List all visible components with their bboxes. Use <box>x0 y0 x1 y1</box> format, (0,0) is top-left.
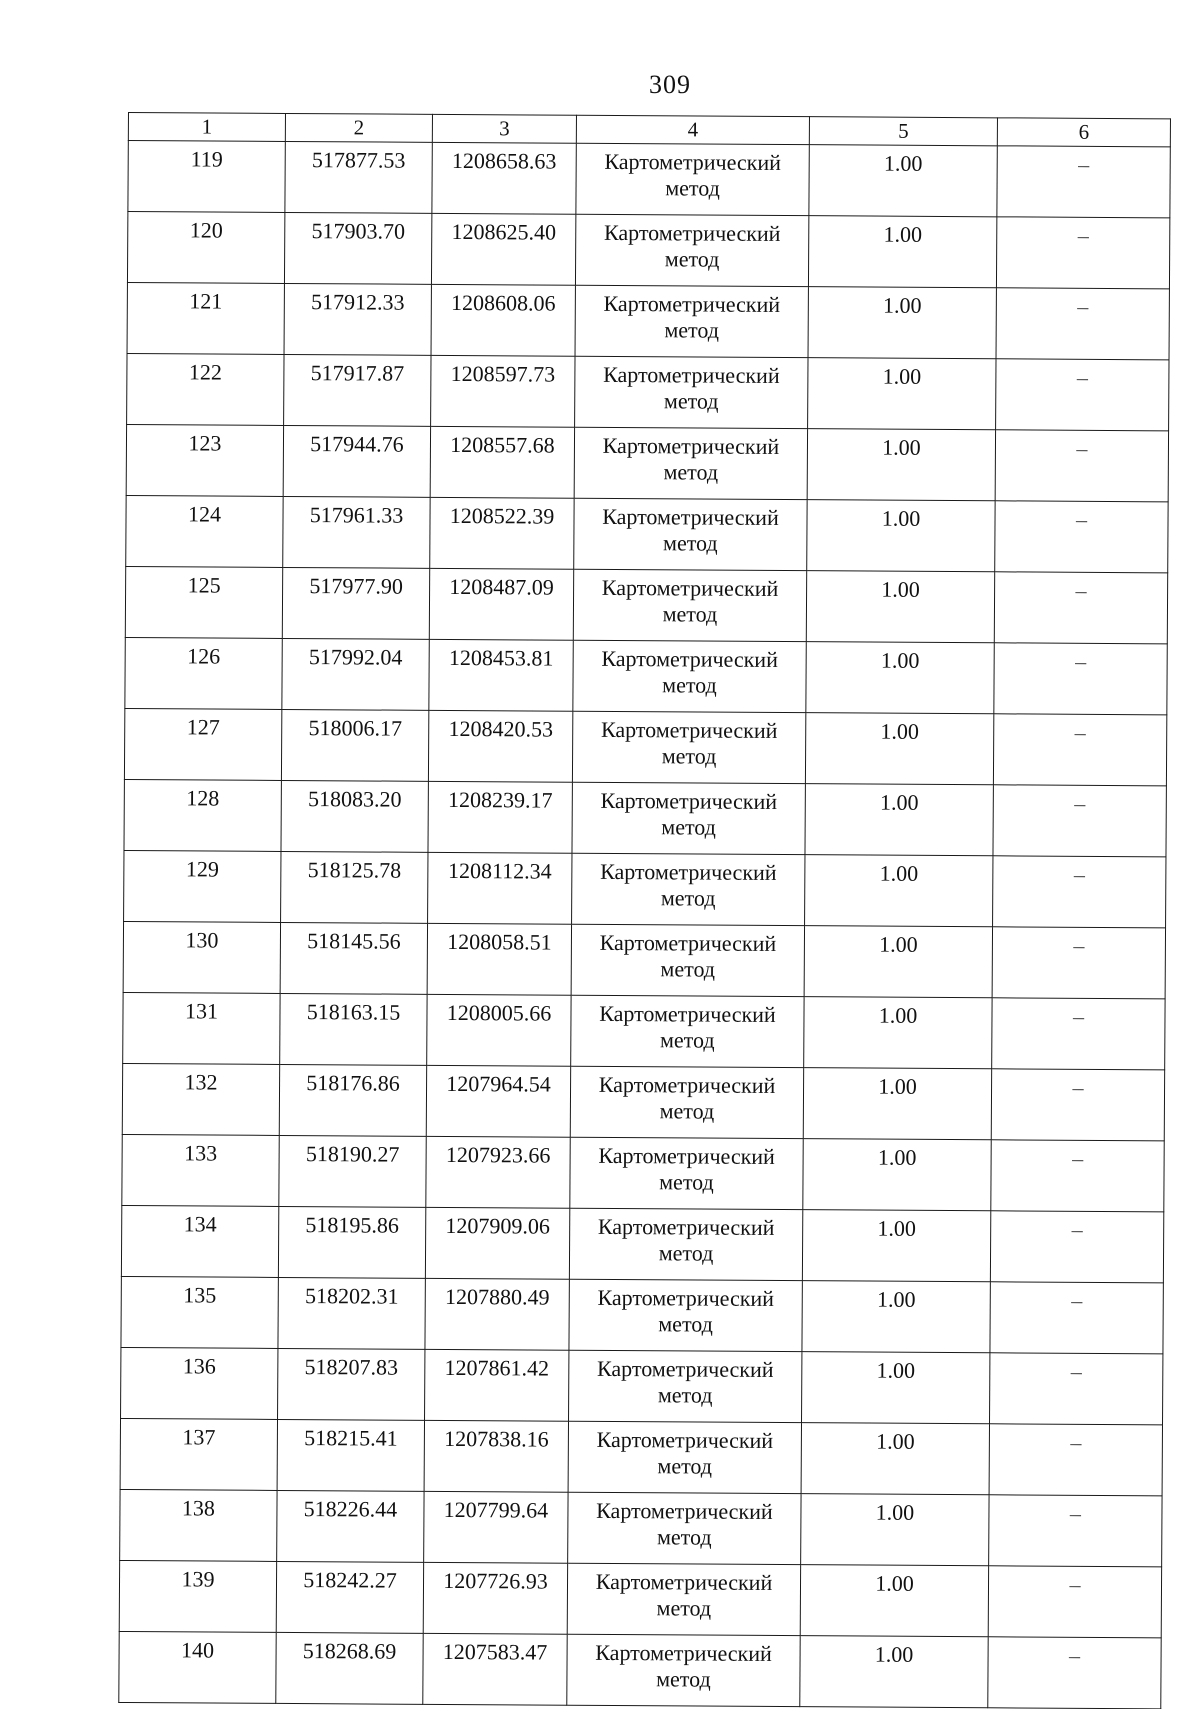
method-line-2: метод <box>663 459 719 485</box>
x-coordinate-cell: 518226.44 <box>277 1490 424 1562</box>
method-line-1: Картометрический <box>595 1568 773 1595</box>
column-header-3: 3 <box>432 114 576 143</box>
method-line-2: метод <box>660 956 716 982</box>
column-header-5: 5 <box>809 117 997 146</box>
note-cell: – <box>995 430 1168 502</box>
note-cell: – <box>996 359 1169 431</box>
point-number-cell: 129 <box>124 850 281 922</box>
method-cell <box>573 640 806 712</box>
method-line-2: метод <box>658 1311 713 1337</box>
method-cell <box>575 285 808 357</box>
y-coordinate-cell: 1208487.09 <box>429 568 573 640</box>
method-cell <box>569 1208 802 1280</box>
x-coordinate-cell: 517977.90 <box>282 567 429 639</box>
precision-cell: 1.00 <box>805 855 993 927</box>
x-coordinate-cell: 518242.27 <box>276 1561 423 1633</box>
table-row <box>121 1205 1163 1282</box>
column-header-1: 1 <box>128 113 285 142</box>
y-coordinate-cell: 1207799.64 <box>424 1491 568 1563</box>
point-number-cell: 126 <box>125 637 282 709</box>
method-line-1: Картометрический <box>599 929 777 956</box>
method-line-1: Картометрический <box>603 219 781 246</box>
precision-cell: 1.00 <box>807 500 995 572</box>
method-line-1: Картометрический <box>598 1071 776 1098</box>
method-line-2: метод <box>661 743 717 769</box>
method-cell <box>568 1421 801 1493</box>
y-coordinate-cell: 1208005.66 <box>427 994 571 1066</box>
y-coordinate-cell: 1208239.17 <box>428 781 572 853</box>
y-coordinate-cell: 1207861.42 <box>425 1349 569 1421</box>
point-number-cell: 139 <box>119 1560 276 1632</box>
method-line-2: метод <box>656 1666 711 1692</box>
x-coordinate-cell: 518215.41 <box>277 1419 424 1491</box>
y-coordinate-cell: 1208522.39 <box>430 497 574 569</box>
note-cell: – <box>990 1211 1163 1283</box>
x-coordinate-cell: 518190.27 <box>279 1135 426 1207</box>
method-cell <box>576 143 809 215</box>
point-number-cell: 137 <box>120 1418 277 1490</box>
method-cell <box>569 1279 802 1351</box>
method-cell <box>572 853 805 925</box>
precision-cell: 1.00 <box>803 1068 991 1140</box>
method-line-2: метод <box>661 814 717 840</box>
method-line-1: Картометрический <box>603 290 781 317</box>
method-cell <box>572 782 805 854</box>
precision-cell: 1.00 <box>802 1352 990 1424</box>
point-number-cell: 128 <box>124 779 281 851</box>
note-cell: – <box>993 714 1166 786</box>
method-line-1: Картометрический <box>597 1213 775 1240</box>
method-line-2: метод <box>656 1595 712 1621</box>
precision-cell: 1.00 <box>808 358 996 430</box>
method-line-2: метод <box>663 530 718 556</box>
method-line-2: метод <box>665 175 720 201</box>
point-number-cell: 140 <box>119 1631 276 1703</box>
table-row <box>127 353 1169 430</box>
method-cell <box>574 498 807 570</box>
x-coordinate-cell: 518145.56 <box>280 922 427 994</box>
point-number-cell: 121 <box>127 282 284 354</box>
method-line-2: метод <box>658 1240 714 1266</box>
y-coordinate-cell: 1208420.53 <box>428 710 572 782</box>
table-row <box>124 779 1166 856</box>
note-cell: – <box>991 1140 1164 1212</box>
y-coordinate-cell: 1208625.40 <box>431 213 575 285</box>
method-line-1: Картометрический <box>602 503 779 530</box>
point-number-cell: 127 <box>124 708 281 780</box>
x-coordinate-cell: 517917.87 <box>284 354 431 426</box>
table-row <box>119 1631 1161 1708</box>
method-line-1: Картометрический <box>595 1639 772 1666</box>
note-cell: – <box>994 572 1167 644</box>
table-row <box>124 708 1166 785</box>
y-coordinate-cell: 1208597.73 <box>431 355 575 427</box>
note-cell: – <box>997 146 1170 218</box>
method-line-2: метод <box>660 885 716 911</box>
x-coordinate-cell: 518207.83 <box>278 1348 425 1420</box>
note-cell: – <box>988 1566 1161 1638</box>
coordinates-table <box>118 112 1171 1709</box>
method-line-1: Картометрический <box>597 1284 775 1311</box>
x-coordinate-cell: 517903.70 <box>284 212 431 284</box>
page-number: 309 <box>649 70 691 99</box>
point-number-cell: 136 <box>121 1347 278 1419</box>
precision-cell: 1.00 <box>802 1281 990 1353</box>
note-cell: – <box>992 927 1165 999</box>
note-cell: – <box>994 643 1167 715</box>
point-number-cell: 134 <box>121 1205 278 1277</box>
y-coordinate-cell: 1207583.47 <box>423 1633 567 1705</box>
x-coordinate-cell: 518083.20 <box>281 780 428 852</box>
table-row <box>127 282 1169 359</box>
y-coordinate-cell: 1207909.06 <box>425 1207 569 1279</box>
method-line-1: Картометрический <box>596 1426 774 1453</box>
y-coordinate-cell: 1207923.66 <box>426 1136 570 1208</box>
x-coordinate-cell: 518125.78 <box>281 851 428 923</box>
method-line-2: метод <box>662 672 717 698</box>
method-cell <box>574 427 807 499</box>
table-row <box>120 1418 1162 1495</box>
column-header-4: 4 <box>576 115 809 144</box>
note-cell: – <box>988 1637 1161 1709</box>
table-row <box>126 424 1168 501</box>
precision-cell: 1.00 <box>800 1565 988 1637</box>
method-line-2: метод <box>664 317 720 343</box>
method-line-1: Картометрический <box>596 1497 773 1524</box>
note-cell: – <box>993 785 1166 857</box>
precision-cell: 1.00 <box>806 642 994 714</box>
note-cell: – <box>990 1353 1163 1425</box>
x-coordinate-cell: 517912.33 <box>284 283 431 355</box>
column-header-6: 6 <box>997 118 1170 147</box>
method-line-1: Картометрический <box>599 1000 776 1027</box>
precision-cell: 1.00 <box>808 216 996 288</box>
y-coordinate-cell: 1208658.63 <box>432 142 576 214</box>
method-cell <box>567 1563 800 1635</box>
point-number-cell: 131 <box>123 992 280 1064</box>
method-line-2: метод <box>663 388 719 414</box>
method-cell <box>575 356 808 428</box>
x-coordinate-cell: 517961.33 <box>283 496 430 568</box>
y-coordinate-cell: 1207838.16 <box>424 1420 568 1492</box>
column-header-2: 2 <box>285 113 432 142</box>
precision-cell: 1.00 <box>801 1423 989 1495</box>
method-cell <box>568 1492 801 1564</box>
method-line-1: Картометрический <box>600 716 778 743</box>
y-coordinate-cell: 1207964.54 <box>426 1065 570 1137</box>
method-line-1: Картометрический <box>598 1142 775 1169</box>
x-coordinate-cell: 517992.04 <box>282 638 429 710</box>
method-line-1: Картометрический <box>604 148 782 175</box>
x-coordinate-cell: 518195.86 <box>278 1206 425 1278</box>
table-row <box>125 566 1167 643</box>
table-row <box>122 1063 1164 1140</box>
table-row <box>120 1489 1162 1566</box>
method-cell <box>569 1350 802 1422</box>
y-coordinate-cell: 1207726.93 <box>423 1562 567 1634</box>
y-coordinate-cell: 1208058.51 <box>427 923 571 995</box>
note-cell: – <box>990 1282 1163 1354</box>
method-line-2: метод <box>657 1382 713 1408</box>
method-cell <box>575 214 808 286</box>
table-row <box>128 141 1170 218</box>
method-cell <box>570 1066 803 1138</box>
y-coordinate-cell: 1208557.68 <box>430 426 574 498</box>
method-line-2: метод <box>662 601 718 627</box>
method-line-2: метод <box>659 1027 715 1053</box>
method-line-2: метод <box>657 1453 713 1479</box>
table-row <box>126 495 1168 572</box>
x-coordinate-cell: 518202.31 <box>278 1277 425 1349</box>
y-coordinate-cell: 1208608.06 <box>431 284 575 356</box>
point-number-cell: 122 <box>127 353 284 425</box>
note-cell: – <box>996 288 1169 360</box>
method-line-1: Картометрический <box>601 645 778 672</box>
precision-cell: 1.00 <box>809 145 997 217</box>
table-row <box>123 992 1165 1069</box>
method-line-1: Картометрический <box>600 787 778 814</box>
note-cell: – <box>989 1495 1162 1567</box>
point-number-cell: 135 <box>121 1276 278 1348</box>
method-cell <box>573 569 806 641</box>
table-body <box>119 141 1171 1709</box>
method-line-2: метод <box>659 1169 714 1195</box>
point-number-cell: 120 <box>127 212 284 284</box>
point-number-cell: 133 <box>122 1134 279 1206</box>
point-number-cell: 138 <box>120 1489 277 1561</box>
table-row <box>122 1134 1164 1211</box>
x-coordinate-cell: 518176.86 <box>279 1064 426 1136</box>
method-cell <box>567 1634 800 1706</box>
method-cell <box>571 995 804 1067</box>
point-number-cell: 124 <box>126 495 283 567</box>
method-cell <box>572 711 805 783</box>
point-number-cell: 125 <box>125 566 282 638</box>
precision-cell: 1.00 <box>808 287 996 359</box>
table-row <box>121 1347 1163 1424</box>
x-coordinate-cell: 517944.76 <box>283 425 430 497</box>
method-line-1: Картометрический <box>603 361 780 388</box>
method-line-2: метод <box>656 1524 712 1550</box>
x-coordinate-cell: 518006.17 <box>281 709 428 781</box>
table-row <box>121 1276 1163 1353</box>
precision-cell: 1.00 <box>803 1139 991 1211</box>
precision-cell: 1.00 <box>804 926 992 998</box>
y-coordinate-cell: 1208112.34 <box>428 852 572 924</box>
method-line-2: метод <box>664 246 720 272</box>
note-cell: – <box>996 217 1169 289</box>
x-coordinate-cell: 518163.15 <box>280 993 427 1065</box>
y-coordinate-cell: 1208453.81 <box>429 639 573 711</box>
table-row <box>127 212 1169 289</box>
note-cell: – <box>992 998 1165 1070</box>
precision-cell: 1.00 <box>801 1494 989 1566</box>
note-cell: – <box>989 1424 1162 1496</box>
precision-cell: 1.00 <box>807 429 995 501</box>
precision-cell: 1.00 <box>804 997 992 1069</box>
table-row <box>124 850 1166 927</box>
point-number-cell: 130 <box>123 921 280 993</box>
x-coordinate-cell: 518268.69 <box>276 1632 423 1704</box>
method-cell <box>571 924 804 996</box>
method-line-1: Картометрический <box>602 432 780 459</box>
note-cell: – <box>995 501 1168 573</box>
precision-cell: 1.00 <box>802 1210 990 1282</box>
method-cell <box>570 1137 803 1209</box>
y-coordinate-cell: 1207880.49 <box>425 1278 569 1350</box>
precision-cell: 1.00 <box>805 784 993 856</box>
point-number-cell: 123 <box>126 424 283 496</box>
method-line-1: Картометрический <box>600 858 777 885</box>
precision-cell: 1.00 <box>800 1636 988 1708</box>
point-number-cell: 119 <box>128 141 285 213</box>
precision-cell: 1.00 <box>805 713 993 785</box>
point-number-cell: 132 <box>122 1063 279 1135</box>
x-coordinate-cell: 517877.53 <box>285 141 432 213</box>
table-row <box>123 921 1165 998</box>
table-row <box>119 1560 1161 1637</box>
note-cell: – <box>991 1069 1164 1141</box>
table-row <box>125 637 1167 714</box>
method-line-1: Картометрический <box>597 1355 774 1382</box>
precision-cell: 1.00 <box>806 571 994 643</box>
note-cell: – <box>993 856 1166 928</box>
method-line-2: метод <box>659 1098 715 1124</box>
method-line-1: Картометрический <box>601 574 779 601</box>
